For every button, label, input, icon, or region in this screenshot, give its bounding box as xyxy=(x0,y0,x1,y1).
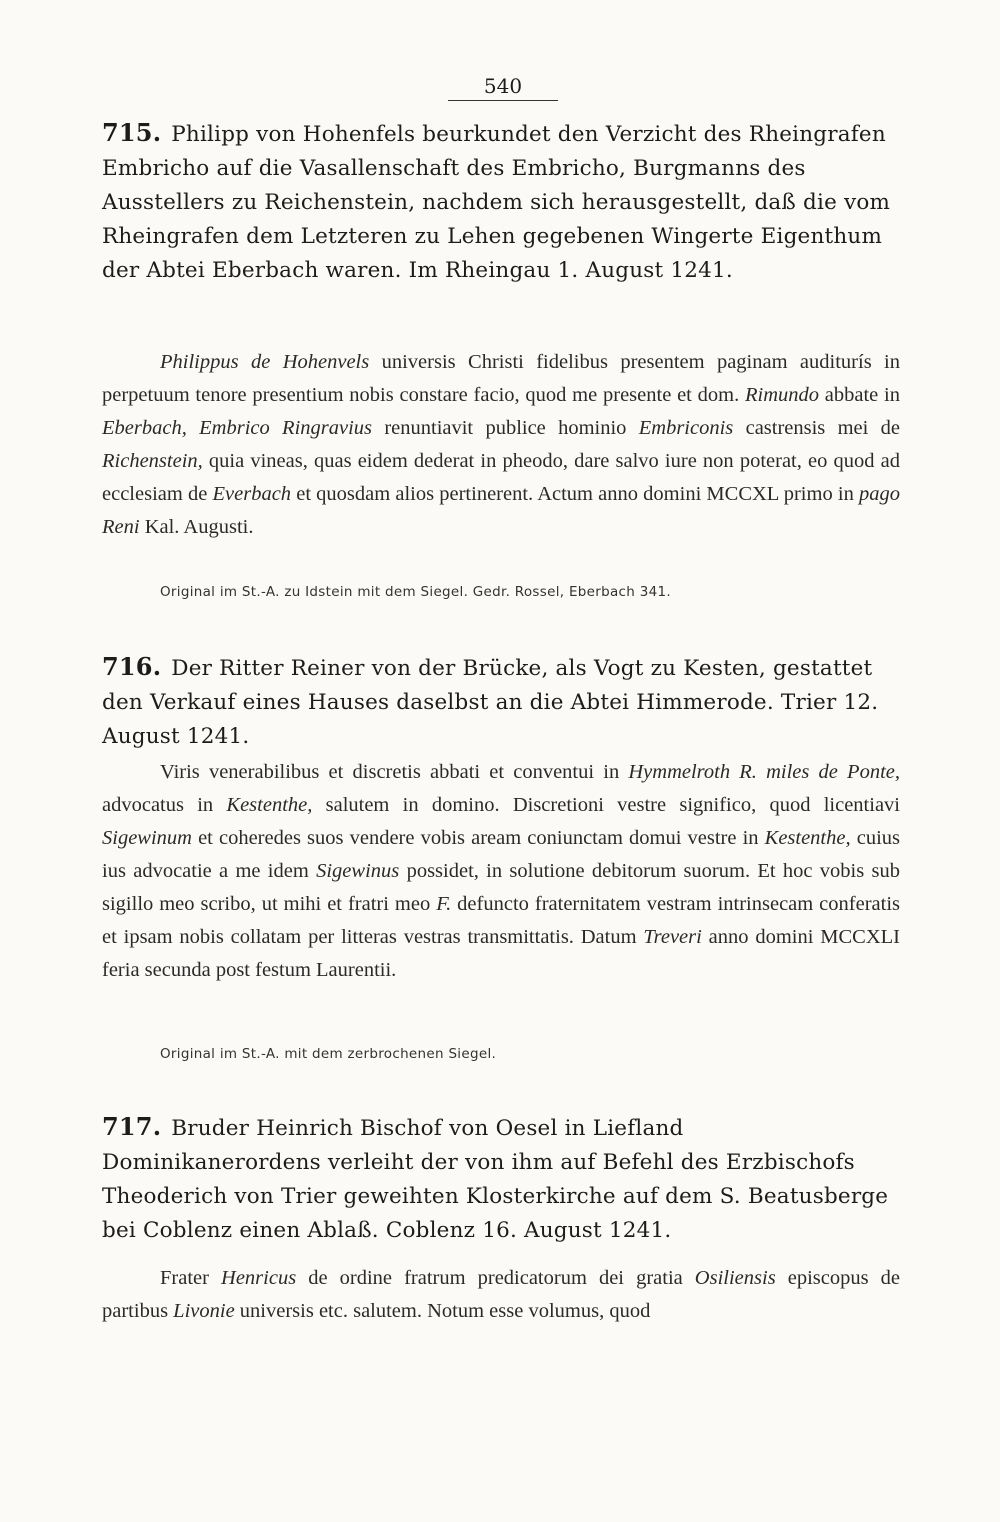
latin-segment: renuntiavit publice hominio xyxy=(372,417,639,439)
latin-italic-segment: Rimundo xyxy=(744,384,820,406)
entry-number: 716. xyxy=(102,652,162,681)
latin-segment: abbate in xyxy=(819,384,900,406)
latin-segment: cuius ius advocatie a me idem xyxy=(102,827,900,882)
entry-heading xyxy=(102,650,902,754)
entry-number: 717. xyxy=(102,1112,162,1141)
latin-paragraph xyxy=(102,346,900,544)
latin-italic-segment: Sigewinum xyxy=(102,827,192,849)
latin-segment: et quosdam alios pertinerent. Actum anno domini MCCXL primo in xyxy=(291,483,859,505)
latin-segment: defuncto fraternitatem vestram intrinsecam conferatis et ipsam nobis collatam per litteras vestras transmittatis. Datum xyxy=(102,893,901,948)
latin-segment: anno domini MCCXLI feria secunda post festum Laurentii. xyxy=(102,926,900,981)
entry-latin-text xyxy=(102,756,900,987)
latin-segment: quia vineas, quas eidem dederat in pheodo, dare salvo iure non poterat, eo quod ad ecclesiam de xyxy=(102,450,900,505)
entry-number: 715. xyxy=(102,118,162,147)
entry-summary: Der Ritter Reiner von der Brücke, als Vogt zu Kesten, gestattet den Verkauf eines Hauses daselbst an die Abtei Himmerode. Trier 12. August 1241. xyxy=(102,656,879,749)
latin-italic-segment: Sigewinus xyxy=(316,860,400,882)
latin-italic-segment: Eberbach, Embrico Ringravius xyxy=(102,417,373,439)
entry-source-note: Original im St.-A. zu Idstein mit dem Siegel. Gedr. Rossel, Eberbach 341. xyxy=(160,584,671,600)
latin-segment: et coheredes suos vendere vobis aream coniunctam domui vestre in xyxy=(191,827,765,849)
latin-italic-segment: F. xyxy=(436,893,452,915)
entry-heading xyxy=(102,1110,902,1248)
latin-italic-segment: Everbach xyxy=(212,483,292,505)
entry-latin-text xyxy=(102,346,900,544)
entry-summary: Bruder Heinrich Bischof von Oesel in Liefland Dominikanerordens verleiht der von ihm auf Befehl des Erzbischofs Theoderich von Trier geweihten Klosterkirche auf dem S. Beatusberge bei Coblenz einen Ablaß. Coblenz 16. August 1241. xyxy=(102,1116,889,1243)
latin-italic-segment: Henricus xyxy=(221,1267,297,1289)
entry-source-note: Original im St.-A. mit dem zerbrochenen Siegel. xyxy=(160,1046,497,1062)
latin-segment: salutem in domino. Discretioni vestre significo, quod licentiavi xyxy=(312,794,900,816)
latin-italic-segment: Kestenthe, xyxy=(764,827,851,849)
latin-segment: episcopus de partibus xyxy=(102,1267,900,1322)
latin-segment: advocatus in xyxy=(102,794,227,816)
latin-segment: Frater xyxy=(160,1267,222,1289)
latin-italic-segment: Livonie xyxy=(173,1300,235,1322)
latin-italic-segment: Embriconis xyxy=(638,417,734,439)
latin-segment: possidet, in solutione debitorum suorum. Et hoc vobis sub sigillo meo scribo, ut mihi et fratri meo xyxy=(102,860,901,915)
latin-segment: castrensis mei de xyxy=(733,417,901,439)
page-number: 540 xyxy=(448,74,558,101)
latin-segment: universis Christi fidelibus presentem paginam auditurís in perpetuum tenore presentium nobis constare facio, quod me presente et dom. xyxy=(102,351,901,406)
latin-italic-segment: Treveri xyxy=(643,926,702,948)
entry-heading xyxy=(102,116,902,288)
latin-segment: Kal. Augusti. xyxy=(139,516,254,538)
latin-italic-segment: pago Reni xyxy=(102,483,900,538)
latin-italic-segment: Kestenthe, xyxy=(226,794,313,816)
latin-segment: universis etc. salutem. Notum esse volumus, quod xyxy=(234,1300,651,1322)
latin-italic-segment: Richenstein, xyxy=(102,450,203,472)
latin-paragraph xyxy=(102,1262,900,1328)
entry-summary: Philipp von Hohenfels beurkundet den Verzicht des Rheingrafen Embricho auf die Vasallenschaft des Embricho, Burgmanns des Ausstellers zu Reichenstein, nachdem sich herausgestellt, daß die vom Rheingrafen dem Letzteren zu Lehen gegebenen Wingerte Eigenthum der Abtei Eberbach waren. Im Rheingau 1. August 1241. xyxy=(102,122,891,283)
latin-italic-segment: Philippus de Hohenvels xyxy=(160,351,370,373)
entry-latin-text xyxy=(102,1262,900,1328)
latin-segment: de ordine fratrum predicatorum dei gratia xyxy=(296,1267,695,1289)
latin-italic-segment: Hymmelroth R. miles de Ponte, xyxy=(628,761,900,783)
latin-italic-segment: Osiliensis xyxy=(694,1267,776,1289)
latin-paragraph xyxy=(102,756,900,987)
latin-segment: Viris venerabilibus et discretis abbati et conventui in xyxy=(160,761,629,783)
